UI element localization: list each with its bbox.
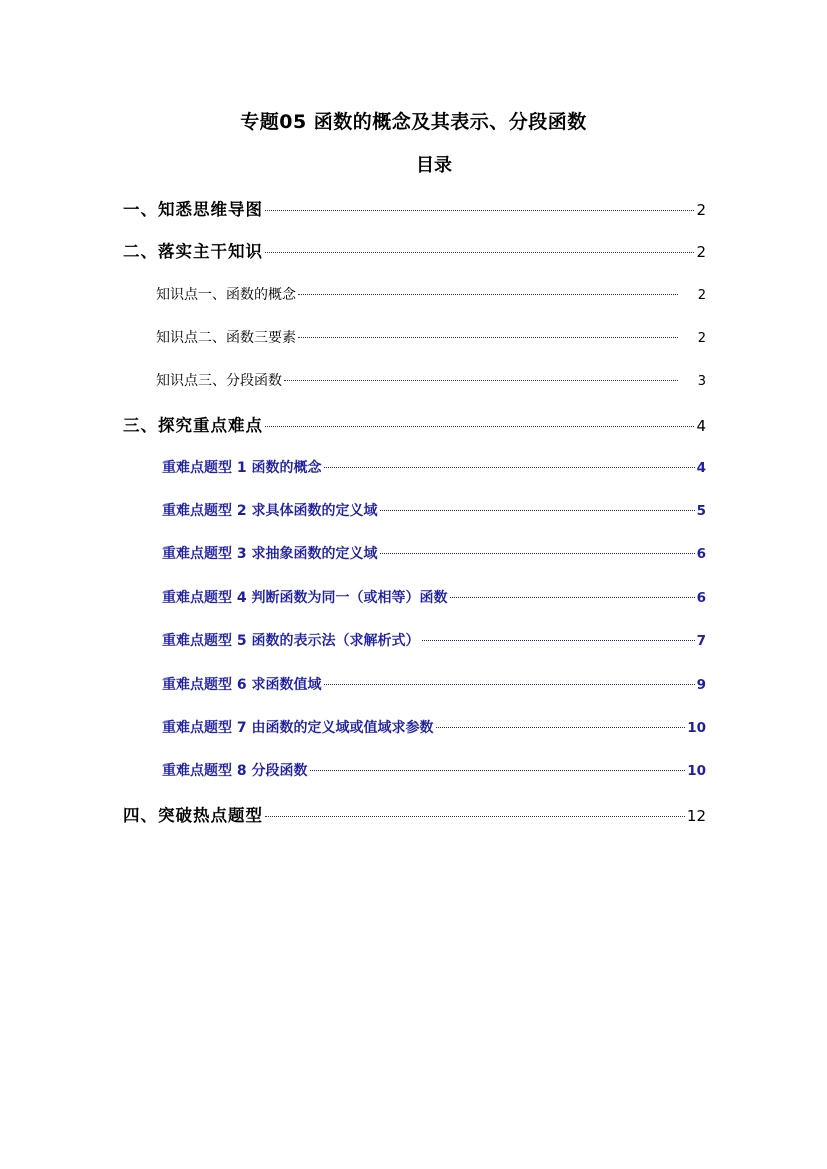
toc-entry-label: 重难点题型 5 函数的表示法（求解析式） (162, 633, 420, 649)
toc-page-number: 2 (697, 288, 706, 303)
toc-entry-problem-type-4[interactable] (162, 587, 706, 609)
toc-entry-label: 二、落实主干知识 (123, 242, 263, 261)
dot-leader (298, 337, 678, 338)
toc-entry-label: 重难点题型 4 判断函数为同一（或相等）函数 (162, 590, 448, 606)
toc-page-number: 12 (686, 807, 706, 825)
toc-entry-label: 重难点题型 3 求抽象函数的定义域 (162, 546, 378, 562)
toc-page-number: 2 (696, 201, 706, 219)
toc-page-number: 10 (687, 763, 706, 779)
dot-leader (265, 210, 694, 211)
toc-page-number: 10 (687, 720, 706, 736)
dot-leader (436, 727, 686, 728)
toc-entry-problem-type-5[interactable] (162, 630, 706, 652)
toc-entry-problem-type-8[interactable] (162, 760, 706, 782)
toc-page-number: 6 (696, 590, 706, 606)
toc-entry-knowledge-point-3[interactable] (156, 370, 706, 392)
toc-entry-hot-topics[interactable] (123, 803, 706, 829)
dot-leader (380, 553, 695, 554)
dot-leader (284, 380, 678, 381)
toc-entry-key-difficulties[interactable] (123, 413, 706, 439)
toc-page-number: 3 (697, 374, 706, 389)
toc-entry-label: 重难点题型 6 求函数值域 (162, 677, 322, 693)
toc-entry-core-knowledge[interactable] (123, 239, 706, 265)
toc-page-number: 2 (696, 243, 706, 261)
dot-leader (324, 684, 695, 685)
toc-entry-knowledge-point-1[interactable] (156, 284, 706, 306)
dot-leader (310, 770, 686, 771)
toc-entry-knowledge-point-2[interactable] (156, 327, 706, 349)
toc-page-number: 2 (697, 331, 706, 346)
toc-page-number: 7 (696, 633, 706, 649)
toc-entry-problem-type-6[interactable] (162, 674, 706, 696)
toc-heading: 目录 (416, 155, 452, 176)
toc-entry-label: 重难点题型 8 分段函数 (162, 763, 308, 779)
dot-leader (265, 426, 694, 427)
toc-entry-label: 知识点三、分段函数 (156, 373, 282, 389)
toc-entry-label: 知识点二、函数三要素 (156, 330, 296, 346)
toc-page-number: 5 (696, 503, 706, 519)
toc-entry-mind-map[interactable] (123, 197, 706, 223)
toc-entry-problem-type-7[interactable] (162, 717, 706, 739)
toc-entry-label: 四、突破热点题型 (123, 806, 263, 825)
toc-entry-label: 三、探究重点难点 (123, 416, 263, 435)
toc-page-number: 4 (696, 417, 706, 435)
toc-page-number: 9 (696, 677, 706, 693)
toc-page-number: 4 (696, 460, 706, 476)
dot-leader (422, 640, 695, 641)
toc-entry-problem-type-2[interactable] (162, 500, 706, 522)
dot-leader (450, 597, 695, 598)
toc-page-number: 6 (696, 546, 706, 562)
dot-leader (298, 294, 678, 295)
toc-entry-problem-type-3[interactable] (162, 543, 706, 565)
dot-leader (265, 252, 694, 253)
dot-leader (265, 816, 685, 817)
document-title: 专题05 函数的概念及其表示、分段函数 (240, 111, 587, 133)
toc-entry-label: 一、知悉思维导图 (123, 200, 263, 219)
toc-entry-label: 重难点题型 2 求具体函数的定义域 (162, 503, 378, 519)
toc-entry-label: 知识点一、函数的概念 (156, 287, 296, 303)
toc-entry-label: 重难点题型 7 由函数的定义域或值域求参数 (162, 720, 434, 736)
toc-entry-problem-type-1[interactable] (162, 457, 706, 479)
dot-leader (324, 467, 695, 468)
toc-entry-label: 重难点题型 1 函数的概念 (162, 460, 322, 476)
dot-leader (380, 510, 695, 511)
